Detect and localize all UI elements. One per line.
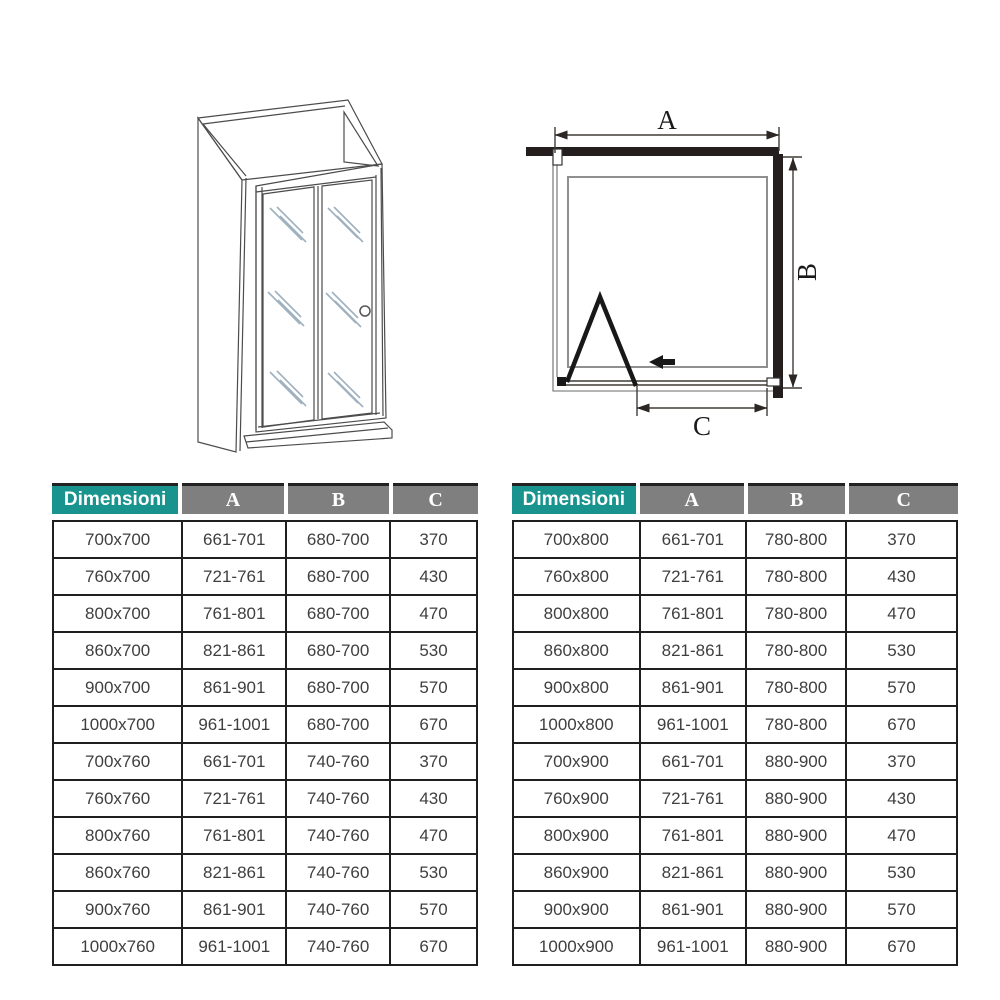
- table-cell: 370: [390, 521, 477, 558]
- table-row: [53, 743, 477, 780]
- table-cell: 470: [390, 595, 477, 632]
- table-cell: 721-761: [640, 780, 747, 817]
- table-cell: 530: [846, 854, 957, 891]
- dim-b-label: B: [792, 262, 822, 282]
- table-cell: 780-800: [746, 669, 846, 706]
- top-view-dimension-diagram: [500, 85, 850, 455]
- table-cell: 861-901: [182, 891, 286, 928]
- door-knob-icon: [360, 306, 370, 316]
- table-cell: 740-760: [286, 928, 390, 965]
- table-cell: 861-901: [182, 669, 286, 706]
- table-cell: 961-1001: [640, 706, 747, 743]
- table-cell: 570: [846, 669, 957, 706]
- table-cell: 900x700: [53, 669, 182, 706]
- table-cell: 861-901: [640, 891, 747, 928]
- table-cell: 961-1001: [182, 706, 286, 743]
- table-row: [513, 780, 957, 817]
- table-cell: 740-760: [286, 743, 390, 780]
- table-cell: 821-861: [640, 854, 747, 891]
- table-cell: 370: [846, 743, 957, 780]
- table-cell: 700x760: [53, 743, 182, 780]
- folded-door: [567, 297, 636, 386]
- table-cell: 680-700: [286, 632, 390, 669]
- header-col-a: A: [182, 483, 283, 514]
- table-row: [513, 669, 957, 706]
- table-cell: 740-760: [286, 817, 390, 854]
- door-pivot-block: [557, 377, 566, 386]
- table-cell: 761-801: [640, 817, 747, 854]
- table-cell: 780-800: [746, 558, 846, 595]
- bifold-shower-door-3d-diagram: [170, 80, 430, 460]
- table-cell: 1000x760: [53, 928, 182, 965]
- table-cell: 530: [846, 632, 957, 669]
- table-cell: 880-900: [746, 854, 846, 891]
- table-cell: 530: [390, 632, 477, 669]
- table-row: [513, 558, 957, 595]
- table-cell: 721-761: [182, 558, 286, 595]
- header-col-b: B: [288, 483, 389, 514]
- table-cell: 700x800: [513, 521, 640, 558]
- table-cell: 670: [846, 928, 957, 965]
- table-header-row: [52, 483, 478, 514]
- wall-top: [526, 147, 779, 156]
- table-cell: 760x800: [513, 558, 640, 595]
- table-cell: 1000x900: [513, 928, 640, 965]
- table-cell: 761-801: [182, 817, 286, 854]
- table-cell: 661-701: [182, 743, 286, 780]
- table-cell: 880-900: [746, 928, 846, 965]
- table-cell: 570: [846, 891, 957, 928]
- table-cell: 821-861: [182, 854, 286, 891]
- table-header-row: [512, 483, 958, 514]
- table-cell: 761-801: [182, 595, 286, 632]
- table-cell: 370: [390, 743, 477, 780]
- table-cell: 680-700: [286, 558, 390, 595]
- table-cell: 780-800: [746, 595, 846, 632]
- table-cell: 670: [390, 706, 477, 743]
- table-row: [513, 521, 957, 558]
- table-row: [53, 817, 477, 854]
- table-cell: 670: [846, 706, 957, 743]
- table-cell: 1000x800: [513, 706, 640, 743]
- dimensions-table: [52, 520, 478, 966]
- table-cell: 800x760: [53, 817, 182, 854]
- table-cell: 570: [390, 669, 477, 706]
- enclosure-outline: [553, 156, 781, 391]
- table-cell: 800x800: [513, 595, 640, 632]
- table-row: [513, 706, 957, 743]
- header-col-b: B: [748, 483, 846, 514]
- header-col-c: C: [393, 483, 478, 514]
- table-row: [513, 743, 957, 780]
- table-cell: 430: [390, 780, 477, 817]
- table-cell: 740-760: [286, 854, 390, 891]
- table-cell: 430: [846, 558, 957, 595]
- table-cell: 900x760: [53, 891, 182, 928]
- table-row: [53, 632, 477, 669]
- table-cell: 760x900: [513, 780, 640, 817]
- table-cell: 760x700: [53, 558, 182, 595]
- table-cell: 530: [390, 854, 477, 891]
- table-cell: 821-861: [640, 632, 747, 669]
- table-row: [53, 521, 477, 558]
- table-cell: 700x900: [513, 743, 640, 780]
- table-cell: 680-700: [286, 521, 390, 558]
- table-cell: 761-801: [640, 595, 747, 632]
- wall-right: [773, 154, 783, 398]
- table-cell: 800x900: [513, 817, 640, 854]
- table-row: [53, 891, 477, 928]
- table-cell: 880-900: [746, 891, 846, 928]
- table-cell: 860x700: [53, 632, 182, 669]
- table-cell: 661-701: [640, 521, 747, 558]
- table-cell: 470: [846, 817, 957, 854]
- glass-panel-right: [322, 180, 372, 419]
- table-row: [513, 595, 957, 632]
- table-cell: 1000x700: [53, 706, 182, 743]
- side-glass-panel: [344, 112, 378, 166]
- table-cell: 900x800: [513, 669, 640, 706]
- shower-tray-outline: [568, 177, 767, 367]
- table-cell: 740-760: [286, 891, 390, 928]
- glass-shine-marks: [268, 207, 363, 407]
- table-row: [53, 669, 477, 706]
- table-cell: 800x700: [53, 595, 182, 632]
- table-cell: 860x760: [53, 854, 182, 891]
- table-row: [513, 928, 957, 965]
- table-row: [53, 595, 477, 632]
- header-col-c: C: [849, 483, 958, 514]
- table-cell: 861-901: [640, 669, 747, 706]
- table-cell: 430: [390, 558, 477, 595]
- table-row: [53, 780, 477, 817]
- table-cell: 721-761: [182, 780, 286, 817]
- table-row: [513, 854, 957, 891]
- dimensions-table: [512, 520, 958, 966]
- table-cell: 700x700: [53, 521, 182, 558]
- table-cell: 661-701: [640, 743, 747, 780]
- table-cell: 680-700: [286, 706, 390, 743]
- table-cell: 661-701: [182, 521, 286, 558]
- table-cell: 680-700: [286, 669, 390, 706]
- table-cell: 780-800: [746, 706, 846, 743]
- header-col-a: A: [640, 483, 744, 514]
- left-wall: [198, 118, 242, 452]
- table-cell: 780-800: [746, 632, 846, 669]
- table-row: [53, 854, 477, 891]
- track-end-cap: [767, 378, 780, 386]
- table-row: [513, 632, 957, 669]
- table-cell: 670: [390, 928, 477, 965]
- door-frame: [256, 164, 386, 432]
- table-cell: 880-900: [746, 743, 846, 780]
- table-cell: 721-761: [640, 558, 747, 595]
- table-cell: 880-900: [746, 817, 846, 854]
- table-cell: 680-700: [286, 595, 390, 632]
- table-cell: 821-861: [182, 632, 286, 669]
- table-cell: 470: [846, 595, 957, 632]
- table-row: [53, 706, 477, 743]
- table-cell: 780-800: [746, 521, 846, 558]
- header-dimensioni: Dimensioni: [512, 483, 636, 514]
- header-dimensioni: Dimensioni: [52, 483, 178, 514]
- table-cell: 760x760: [53, 780, 182, 817]
- table-row: [53, 928, 477, 965]
- table-cell: 430: [846, 780, 957, 817]
- table-cell: 860x800: [513, 632, 640, 669]
- dim-c-label: C: [692, 411, 712, 441]
- dimensions-table-right: [512, 483, 958, 966]
- table-cell: 740-760: [286, 780, 390, 817]
- table-row: [513, 817, 957, 854]
- enclosure-top-face: [198, 100, 382, 180]
- table-row: [53, 558, 477, 595]
- dim-a-label: A: [657, 105, 677, 135]
- table-cell: 570: [390, 891, 477, 928]
- table-cell: 900x900: [513, 891, 640, 928]
- table-row: [513, 891, 957, 928]
- table-cell: 860x900: [513, 854, 640, 891]
- table-cell: 961-1001: [182, 928, 286, 965]
- dimensions-table-left: [52, 483, 478, 966]
- frame-top-rail: [256, 177, 376, 192]
- table-cell: 370: [846, 521, 957, 558]
- table-cell: 880-900: [746, 780, 846, 817]
- table-cell: 470: [390, 817, 477, 854]
- wall-thickness-line: [203, 124, 246, 176]
- table-cell: 961-1001: [640, 928, 747, 965]
